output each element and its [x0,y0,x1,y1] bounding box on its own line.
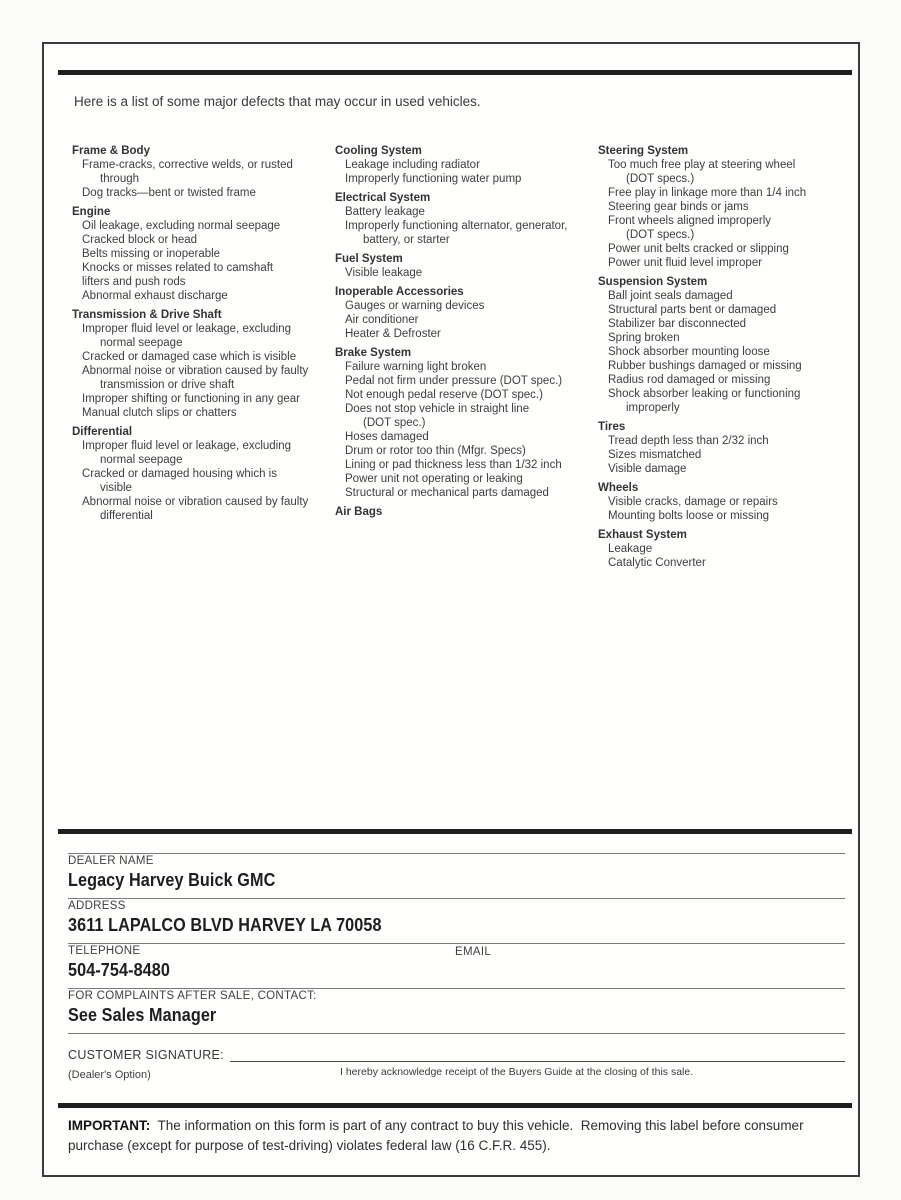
telephone-label: TELEPHONE [68,945,141,957]
dealer-name-label: DEALER NAME [68,855,154,867]
defect-item-line: (DOT specs.) [626,173,695,185]
customer-signature-label: CUSTOMER SIGNATURE: [68,1048,224,1062]
defect-category-title: Transmission & Drive Shaft [72,309,222,321]
defect-item-line: Sizes mismatched [608,449,702,461]
defect-column [598,144,850,570]
defect-item-line: Gauges or warning devices [345,300,485,312]
defect-category-title: Frame & Body [72,145,150,157]
address-row [68,898,845,943]
defect-item-line: Free play in linkage more than 1/4 inch [608,187,807,199]
defect-item-line: Failure warning light broken [345,361,487,373]
defect-category [72,425,329,523]
defect-item-line: Visible leakage [345,267,423,279]
defect-item-line: Lining or pad thickness less than 1/32 inch [345,459,562,471]
defect-item-line: Leakage [608,543,653,555]
defect-item-line: Improper fluid level or leakage, excluding [82,440,292,452]
defect-category-title: Cooling System [335,145,422,157]
defect-category-title: Suspension System [598,276,708,288]
dealers-option-label: (Dealer's Option) [68,1069,151,1081]
important-text: The information on this form is part of any contract to buy this vehicle. Removing this label before consumer purchase (except for purpose of test-driving) violates federal law (16 C.F.R. 455). [68,1118,808,1153]
defect-item-line: differential [100,510,153,522]
defect-item-line: lifters and push rods [82,276,186,288]
signature-line [230,1048,845,1062]
defect-item-line: Improper shifting or functioning in any gear [82,393,300,405]
defect-category [335,191,592,247]
defect-item-line: Oil leakage, excluding normal seepage [82,220,281,232]
defect-item-line: Hoses damaged [345,431,429,443]
defect-item-line: (DOT specs.) [626,229,695,241]
defect-item-line: transmission or drive shaft [100,379,235,391]
dealer-name-row [68,853,845,898]
defect-item-line: Visible cracks, damage or repairs [608,496,778,508]
defect-item-line: Shock absorber mounting loose [608,346,770,358]
middle-divider-bar [58,829,852,834]
defect-item-line: Power unit fluid level improper [608,257,763,269]
defect-item-line: Power unit not operating or leaking [345,473,523,485]
address-value: 3611 LAPALCO BLVD HARVEY LA 70058 [68,915,382,935]
defect-item-line: Drum or rotor too thin (Mfgr. Specs) [345,445,526,457]
defect-category [598,144,844,270]
defect-item-line: Radius rod damaged or missing [608,374,771,386]
defect-item-line: improperly [626,402,680,414]
defect-item-line: Cracked or damaged housing which is [82,468,277,480]
defect-category-title: Exhaust System [598,529,687,541]
defect-item-line: Stabilizer bar disconnected [608,318,747,330]
defect-columns [72,144,850,570]
complaints-value: See Sales Manager [68,1005,217,1025]
defect-item-line: Rubber bushings damaged or missing [608,360,802,372]
defect-item-line: Heater & Defroster [345,328,441,340]
defect-item-line: normal seepage [100,337,183,349]
defect-item-line: Not enough pedal reserve (DOT spec.) [345,389,543,401]
defect-item-line: Battery leakage [345,206,425,218]
defect-item-line: Cracked block or head [82,234,198,246]
important-notice [68,1116,844,1155]
defect-category-title: Electrical System [335,192,431,204]
defect-item-line: Front wheels aligned improperly [608,215,771,227]
defect-category [72,308,329,420]
defect-category [72,205,329,303]
defect-column [335,144,598,570]
telephone-email-row [68,943,845,988]
defect-item-line: battery, or starter [363,234,450,246]
defect-item-line: Visible damage [608,463,687,475]
bottom-divider-bar [58,1103,852,1108]
defect-item-line: Improper fluid level or leakage, excluding [82,323,292,335]
defect-category-title: Engine [72,206,111,218]
complaints-label: FOR COMPLAINTS AFTER SALE, CONTACT: [68,990,317,1002]
defect-category-title: Air Bags [335,506,383,518]
defect-column [72,144,335,570]
defect-category [335,346,592,500]
defect-category [598,420,844,476]
defect-item-line: Cracked or damaged case which is visible [82,351,297,363]
defect-item-line: Does not stop vehicle in straight line [345,403,530,415]
defect-item-line: Shock absorber leaking or functioning [608,388,801,400]
defect-category [598,481,844,523]
defect-category-title: Brake System [335,347,412,359]
defect-category [335,144,592,186]
form-closing-line [68,1033,845,1034]
address-label: ADDRESS [68,900,126,912]
defect-item-line: Too much free play at steering wheel [608,159,796,171]
defect-item-line: Abnormal noise or vibration caused by faulty [82,496,309,508]
defect-category-title: Inoperable Accessories [335,286,464,298]
telephone-value: 504-754-8480 [68,960,170,980]
defect-item-line: Tread depth less than 2/32 inch [608,435,769,447]
defect-item-line: visible [100,482,132,494]
defect-item-line: normal seepage [100,454,183,466]
defect-category-title: Wheels [598,482,639,494]
defect-item-line: Catalytic Converter [608,557,706,569]
defect-item-line: Manual clutch slips or chatters [82,407,237,419]
defect-item-line: Frame-cracks, corrective welds, or rusted [82,159,293,171]
defect-item-line: Belts missing or inoperable [82,248,221,260]
defect-item-line: Knocks or misses related to camshaft [82,262,274,274]
important-label: IMPORTANT: [68,1118,151,1133]
defect-item-line: Structural or mechanical parts damaged [345,487,549,499]
defect-category [335,285,592,341]
defect-category-title: Tires [598,421,626,433]
defect-item-line: Abnormal exhaust discharge [82,290,228,302]
defect-item-line: Mounting bolts loose or missing [608,510,770,522]
dealer-name-value: Legacy Harvey Buick GMC [68,870,276,890]
defect-category [598,275,844,415]
defect-category [335,252,592,280]
defect-category [598,528,844,570]
defect-category-title: Fuel System [335,253,403,265]
defect-item-line: Dog tracks—bent or twisted frame [82,187,256,199]
defect-item-line: Abnormal noise or vibration caused by faulty [82,365,309,377]
defect-item-line: Spring broken [608,332,680,344]
complaints-row [68,988,845,1033]
defect-item-line: Power unit belts cracked or slipping [608,243,789,255]
defect-item-line: Structural parts bent or damaged [608,304,777,316]
signature-block [68,1048,845,1079]
defect-item-line: Ball joint seals damaged [608,290,733,302]
acknowledgement-text: I hereby acknowledge receipt of the Buyers Guide at the closing of this sale. [340,1066,694,1078]
defect-item-line: (DOT spec.) [363,417,426,429]
defect-item-line: Air conditioner [345,314,419,326]
defect-item-line: Leakage including radiator [345,159,480,171]
buyers-guide-page [42,42,860,1177]
defect-category-title: Steering System [598,145,689,157]
defect-item-line: Pedal not firm under pressure (DOT spec.) [345,375,563,387]
defect-item-line: Improperly functioning water pump [345,173,522,185]
defect-item-line: Improperly functioning alternator, generator, [345,220,568,232]
dealer-form [68,853,845,1034]
intro-text: Here is a list of some major defects that may occur in used vehicles. [74,94,481,109]
top-divider-bar [58,70,852,75]
defect-item-line: through [100,173,140,185]
email-label: EMAIL [455,946,492,958]
defect-category [72,144,329,200]
defect-category-title: Differential [72,426,133,438]
defect-item-line: Steering gear binds or jams [608,201,749,213]
defect-category [335,505,592,519]
